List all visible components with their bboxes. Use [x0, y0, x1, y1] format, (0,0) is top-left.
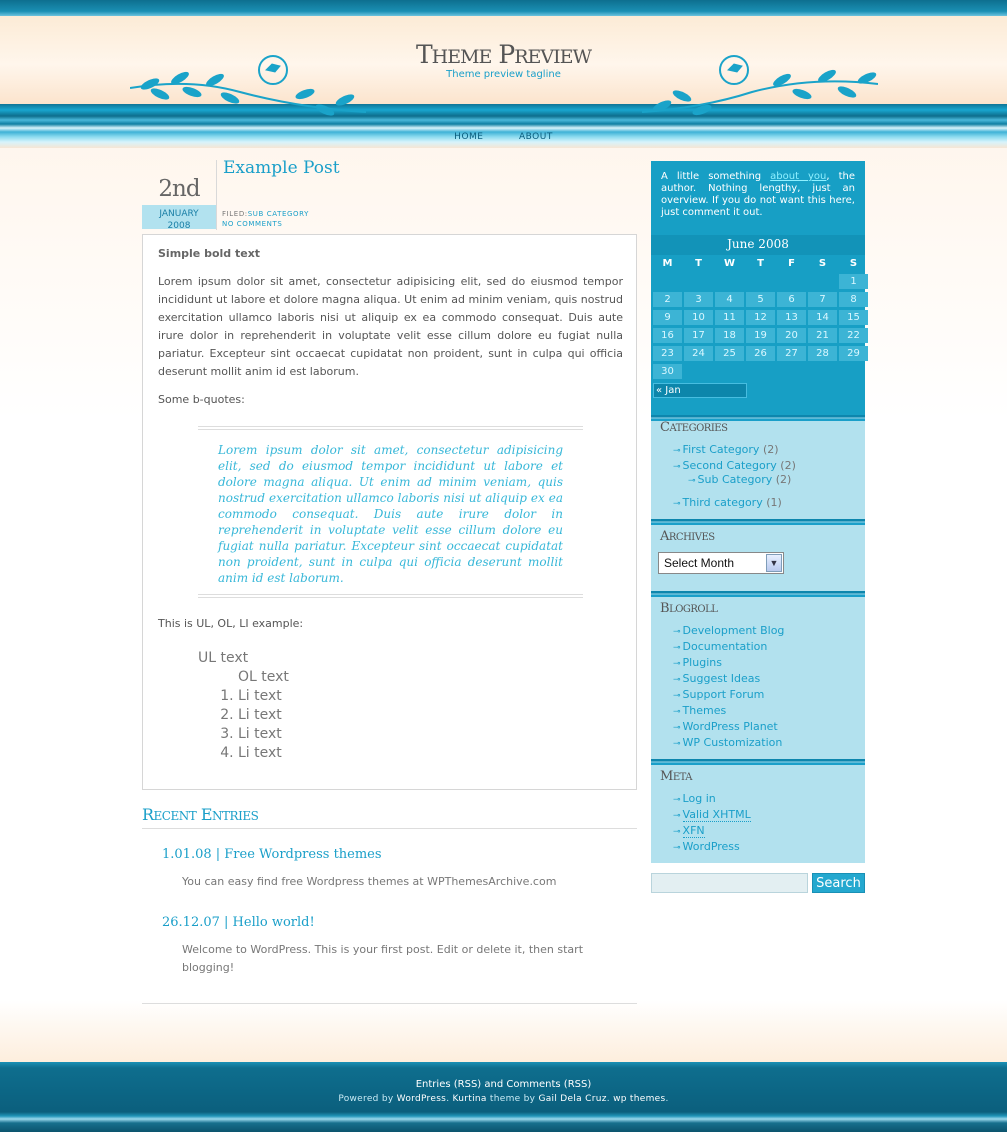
- calendar-day: 9: [653, 310, 682, 325]
- calendar-day: 2: [653, 292, 682, 307]
- blogroll-link-label: Themes: [682, 704, 727, 717]
- post-comments-link[interactable]: NO COMMENTS: [222, 220, 283, 228]
- post-li-list: [198, 687, 282, 763]
- site-title-initial-2: P: [498, 40, 515, 69]
- blogroll-link[interactable]: [673, 656, 722, 671]
- blogroll-link-label: Plugins: [682, 656, 722, 669]
- blogroll-link[interactable]: [673, 672, 760, 687]
- post-date-month: [142, 205, 216, 229]
- blogroll-link-label: Development Blog: [682, 624, 785, 637]
- calendar-weekday-header: T: [757, 258, 764, 269]
- calendar-day: 28: [808, 346, 837, 361]
- calendar-week-row: [653, 363, 865, 381]
- archives-title: [660, 529, 715, 544]
- author-link[interactable]: Gail Dela Cruz: [538, 1094, 607, 1104]
- recent-entries-end-divider: [142, 1003, 637, 1004]
- meta-title: [660, 769, 692, 784]
- category-item-third[interactable]: [673, 496, 782, 511]
- search-input[interactable]: [651, 873, 808, 893]
- categories-title: [660, 420, 727, 435]
- blogroll-link[interactable]: [673, 704, 726, 719]
- nav-home-link[interactable]: HOME: [454, 132, 484, 142]
- arrow-bullet-icon: ⊸: [673, 739, 681, 749]
- meta-link[interactable]: [673, 792, 716, 807]
- list-item: 1. Li text: [238, 687, 282, 706]
- meta-link-label: XFN: [682, 824, 705, 837]
- meta-link-label: Log in: [682, 792, 716, 805]
- calendar-weekday-header: T: [695, 258, 702, 269]
- calendar-weekday-header: M: [662, 258, 673, 269]
- arrow-bullet-icon: ⊸: [673, 707, 681, 717]
- footer-and: and: [484, 1079, 504, 1090]
- site-title[interactable]: [0, 40, 1007, 69]
- categories-title-initial: C: [660, 420, 670, 435]
- category-item-second[interactable]: [673, 459, 796, 474]
- blogroll-title-initial: B: [660, 601, 670, 616]
- calendar-week-row: [653, 273, 865, 291]
- recent-entries-divider: [142, 828, 637, 829]
- recent-title-rest-2: NTRIES: [212, 809, 259, 823]
- archives-title-rest: RCHIVES: [668, 532, 715, 543]
- arrow-bullet-icon: ⊸: [673, 659, 681, 669]
- calendar-day: 8: [839, 292, 868, 307]
- calendar-caption: June 2008: [651, 235, 865, 255]
- calendar-day: 11: [715, 310, 744, 325]
- blogroll-link[interactable]: [673, 688, 764, 703]
- powered-by-text: Powered by: [338, 1094, 394, 1104]
- calendar-day: 15: [839, 310, 868, 325]
- category-count: (2): [762, 443, 779, 456]
- wordpress-link[interactable]: WordPress: [396, 1094, 447, 1104]
- list-item: 2. Li text: [238, 706, 282, 725]
- about-you-link[interactable]: about you: [770, 171, 827, 182]
- calendar-week-row: [653, 291, 865, 309]
- calendar-day: 3: [684, 292, 713, 307]
- blogroll-link[interactable]: [673, 640, 767, 655]
- blogroll-title-rest: LOGROLL: [669, 604, 718, 615]
- recent-entry-title-1[interactable]: 1.01.08 | Free Wordpress themes: [162, 847, 382, 862]
- sidebar-about-text: [661, 171, 855, 219]
- recent-title-rest-1: ECENT: [153, 809, 197, 823]
- nav-about-link[interactable]: ABOUT: [518, 132, 553, 142]
- post-date: [142, 160, 216, 229]
- post-bold-text: Simple bold text: [158, 247, 261, 260]
- site-tagline: Theme preview tagline: [446, 69, 561, 80]
- archives-title-initial: A: [660, 529, 669, 544]
- calendar-day: 6: [777, 292, 806, 307]
- site-title-rest-2: REVIEW: [514, 46, 592, 68]
- calendar-day: 20: [777, 328, 806, 343]
- site-header: [0, 0, 1007, 148]
- category-label: Sub Category: [697, 473, 773, 486]
- calendar-day: 29: [839, 346, 868, 361]
- post-ul-text: UL text: [198, 650, 249, 666]
- calendar-day: 30: [653, 364, 682, 379]
- recent-entries-title: [142, 805, 258, 824]
- recent-title-initial-1: R: [142, 805, 154, 824]
- calendar-prev-link[interactable]: « Jan: [653, 383, 747, 398]
- recent-title-initial-2: E: [200, 805, 213, 824]
- meta-link[interactable]: [673, 808, 751, 823]
- post-paragraph: Lorem ipsum dolor sit amet, consectetur adipisicing elit, sed do eiusmod tempor incididunt ut labore et dolore magna aliqua. Ut enim ad minim veniam, quis nostrud exercitation ullamco laboris nisi ut aliquip ex ea commodo consequat. Duis aute irure dolor in reprehenderit in voluptate velit esse cillum dolore eu fugiat nulla pariatur. Excepteur sint occaecat cupidatat non proident, sunt in culpa qui officia deserunt mollit anim id est laborum.: [158, 275, 623, 378]
- post-ol-text: OL text: [238, 669, 289, 685]
- header-top-strip: [0, 0, 1007, 16]
- calendar-day: 27: [777, 346, 806, 361]
- meta-link[interactable]: [673, 840, 740, 855]
- arrow-bullet-icon: ⊸: [673, 643, 681, 653]
- calendar-weekday-header: F: [788, 258, 795, 269]
- blogroll-link[interactable]: [673, 736, 782, 751]
- meta-link[interactable]: [673, 824, 705, 839]
- recent-entry-text-2: Welcome to WordPress. This is your first post. Edit or delete it, then start blogging!: [182, 943, 584, 974]
- post-title[interactable]: Example Post: [223, 158, 340, 178]
- theme-by-text: theme by: [489, 1094, 536, 1104]
- category-count: (1): [766, 496, 782, 509]
- calendar-week-row: [653, 309, 865, 327]
- sidebar: [651, 161, 865, 863]
- comments-rss-link[interactable]: Comments (RSS): [506, 1079, 592, 1090]
- wp-themes-link[interactable]: wp themes: [613, 1094, 666, 1104]
- site-footer: [0, 1062, 1007, 1132]
- arrow-bullet-icon: ⊸: [673, 723, 681, 733]
- category-item-sub[interactable]: [688, 473, 791, 488]
- arrow-bullet-icon: ⊸: [673, 446, 681, 456]
- arrow-bullet-icon: ⊸: [673, 827, 681, 837]
- arrow-bullet-icon: ⊸: [673, 499, 681, 509]
- post-category-link[interactable]: SUB CATEGORY: [247, 210, 310, 218]
- calendar-day: 7: [808, 292, 837, 307]
- calendar-day: 16: [653, 328, 682, 343]
- site-title-initial-1: T: [415, 40, 432, 69]
- archive-month-select[interactable]: [658, 552, 784, 574]
- calendar-day: 4: [715, 292, 744, 307]
- category-label: Second Category: [682, 459, 777, 472]
- blogroll-title: [660, 601, 717, 616]
- post-bquote-label: Some b-quotes:: [158, 393, 245, 406]
- arrow-bullet-icon: ⊸: [688, 476, 696, 486]
- blogroll-link-label: WP Customization: [682, 736, 783, 749]
- categories-title-rest: ATEGORIES: [669, 423, 728, 434]
- calendar-day: 5: [746, 292, 775, 307]
- calendar-weekday-header: W: [723, 258, 736, 269]
- sidebar-divider: [651, 591, 865, 597]
- meta-title-rest: ETA: [672, 772, 692, 783]
- category-label: Third category: [682, 496, 763, 509]
- category-item-first[interactable]: [673, 443, 779, 458]
- arrow-bullet-icon: ⊸: [673, 691, 681, 701]
- category-label: First Category: [682, 443, 760, 456]
- post-date-year: 2008: [167, 221, 191, 231]
- about-text-after: , the author. Nothing lengthy, just an overview. If you do not want this here, just comment it out.: [661, 171, 856, 218]
- main-nav: [0, 129, 1007, 142]
- blogroll-link-label: WordPress Planet: [682, 720, 778, 733]
- category-count: (2): [775, 473, 792, 486]
- post-blockquote-text: Lorem ipsum dolor sit amet, consectetur adipisicing elit, sed do eiusmod tempor incididunt ut labore et dolore magna aliqua. Ut enim ad minim veniam, quis nostrud exercitation ullamco laboris nisi ut aliquip ex ea commodo consequat. Duis aute irure dolor in reprehenderit in voluptate velit esse cillum dolore eu fugiat nulla pariatur. Excepteur sint occaecat cupidatat non proident, sunt in culpa qui officia deserunt mollit anim id est laborum.: [218, 443, 563, 585]
- recent-entry-text-1: You can easy find free Wordpress themes at WPThemesArchive.com: [182, 875, 557, 888]
- sidebar-divider: [651, 519, 865, 525]
- list-item: 4. Li text: [238, 744, 282, 763]
- calendar-week-row: [653, 345, 865, 363]
- arrow-bullet-icon: ⊸: [673, 811, 681, 821]
- calendar-grid: [653, 255, 865, 381]
- blogroll-link-label: Suggest Ideas: [682, 672, 761, 685]
- calendar-day: 14: [808, 310, 837, 325]
- calendar-week-row: [653, 327, 865, 345]
- calendar-day: 1: [839, 274, 868, 289]
- calendar-day: 18: [715, 328, 744, 343]
- site-title-rest-1: HEME: [431, 46, 492, 68]
- arrow-bullet-icon: ⊸: [673, 462, 681, 472]
- calendar-day: 17: [684, 328, 713, 343]
- calendar-day: 24: [684, 346, 713, 361]
- list-item: 3. Li text: [238, 725, 282, 744]
- meta-link-label: Valid XHTML: [682, 808, 751, 821]
- sidebar-divider: [651, 759, 865, 765]
- calendar-day: 19: [746, 328, 775, 343]
- footer-credits: Powered by WordPress. Kurtina theme by Gail Dela Cruz. wp themes.: [338, 1094, 669, 1104]
- post-list-label: This is UL, OL, LI example:: [158, 617, 304, 630]
- search-button[interactable]: Search: [812, 873, 865, 893]
- post-date-month-name: JANUARY: [159, 209, 199, 219]
- post-blockquote: [198, 426, 583, 598]
- calendar-day: 21: [808, 328, 837, 343]
- post-meta: [222, 209, 309, 229]
- post-content-box: [142, 234, 637, 790]
- calendar-day: 22: [839, 328, 868, 343]
- category-count: (2): [780, 459, 796, 472]
- calendar-day: 13: [777, 310, 806, 325]
- arrow-bullet-icon: ⊸: [673, 795, 681, 805]
- calendar-day: 23: [653, 346, 682, 361]
- recent-entry-title-2[interactable]: 26.12.07 | Hello world!: [162, 915, 315, 930]
- post-filed-label: FILED:: [222, 210, 248, 218]
- chevron-down-icon[interactable]: ▼: [766, 554, 782, 572]
- blogroll-link-label: Documentation: [682, 640, 768, 653]
- calendar-weekday-header: S: [849, 258, 858, 269]
- arrow-bullet-icon: ⊸: [673, 675, 681, 685]
- entries-rss-link[interactable]: Entries (RSS): [415, 1079, 482, 1090]
- footer-rss-line: [0, 1079, 1007, 1090]
- calendar-header-row: [653, 255, 865, 273]
- archive-select-value: Select Month: [664, 556, 735, 570]
- arrow-bullet-icon: ⊸: [673, 627, 681, 637]
- meta-link-label: WordPress: [682, 840, 740, 853]
- about-text-before: A little something: [661, 171, 771, 182]
- calendar-weekday-header: S: [818, 258, 827, 269]
- calendar-day: 26: [746, 346, 775, 361]
- blogroll-link[interactable]: [673, 720, 778, 735]
- calendar-day: 12: [746, 310, 775, 325]
- arrow-bullet-icon: ⊸: [673, 843, 681, 853]
- kurtina-link[interactable]: Kurtina: [452, 1094, 487, 1104]
- sidebar-about-box: [651, 161, 865, 415]
- blogroll-link-label: Support Forum: [682, 688, 765, 701]
- post-divider: [216, 160, 217, 230]
- meta-title-initial: M: [660, 769, 673, 784]
- blogroll-link[interactable]: [673, 624, 784, 639]
- post-date-day: 2nd: [158, 176, 200, 202]
- calendar-day: 10: [684, 310, 713, 325]
- calendar-day: 25: [715, 346, 744, 361]
